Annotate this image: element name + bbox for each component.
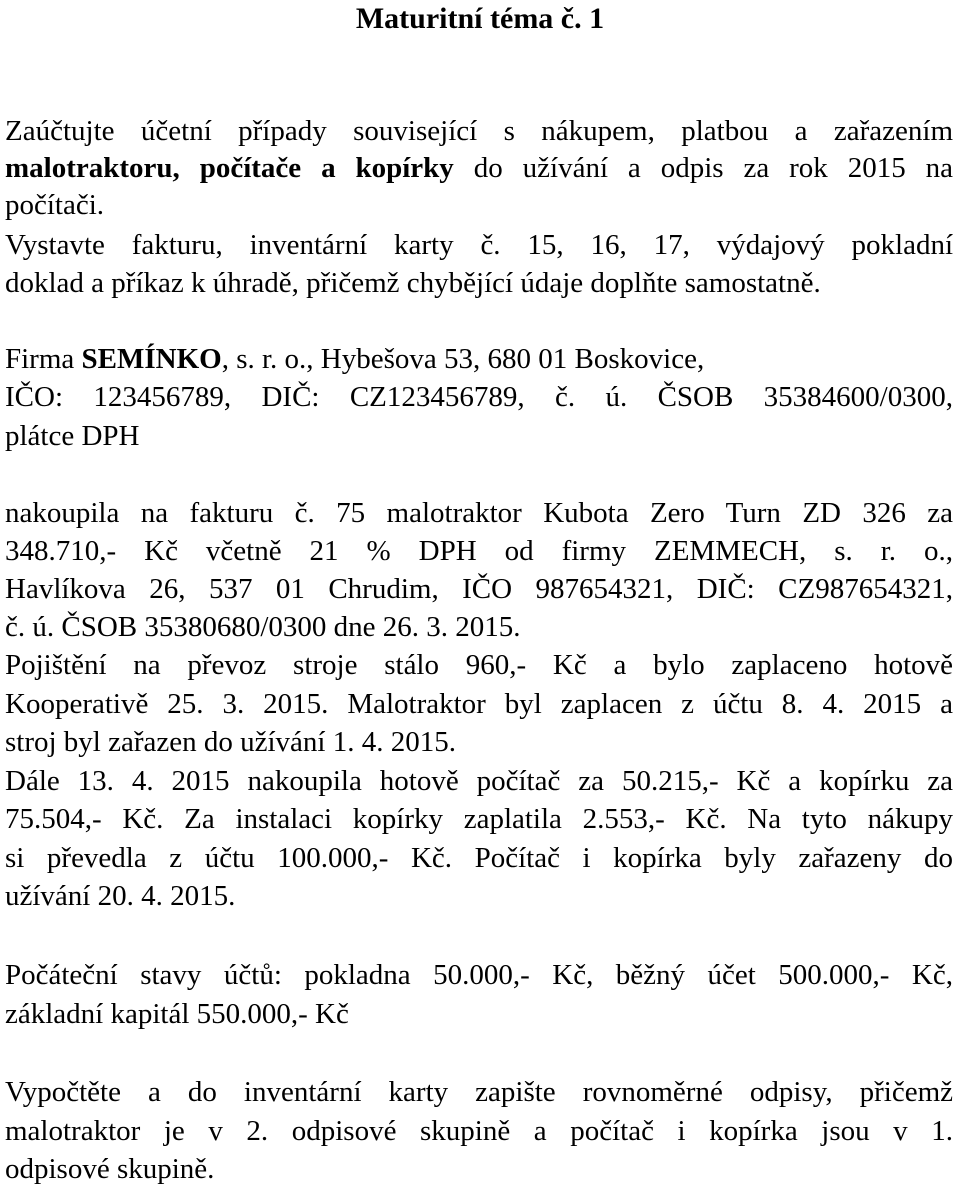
- task-line-3: počítači.: [5, 189, 105, 221]
- purchase-line-7: stroj byl zařazen do užívání 1. 4. 2015.: [5, 726, 456, 758]
- company-line-1: [5, 342, 704, 376]
- depreciation-line-2: malotraktor je v 2. odpisové skupině a počítač i kopírka jsou v 1.: [5, 1115, 953, 1147]
- task-line-4: Vystavte fakturu, inventární karty č. 15, 16, 17, výdajový pokladní: [5, 229, 953, 261]
- company-name: SEMÍNKO: [81, 343, 222, 375]
- balances-line-2: základní kapitál 550.000,- Kč: [5, 998, 349, 1030]
- purchase-line-11: užívání 20. 4. 2015.: [5, 880, 236, 912]
- task-line-2-rest: do užívání a odpis za rok 2015 na: [453, 152, 953, 184]
- task-line-1: Zaúčtujte účetní případy související s nákupem, platbou a zařazením: [5, 115, 953, 147]
- purchase-line-4: č. ú. ČSOB 35380680/0300 dne 26. 3. 2015.: [5, 611, 521, 643]
- company-line-2: IČO: 123456789, DIČ: CZ123456789, č. ú. ČSOB 35384600/0300,: [5, 381, 953, 413]
- purchase-line-8: Dále 13. 4. 2015 nakoupila hotově počítač za 50.215,- Kč a kopírku za: [5, 765, 953, 797]
- purchase-line-5: Pojištění na převoz stroje stálo 960,- Kč a bylo zaplaceno hotově: [5, 649, 953, 681]
- company-address: , s. r. o., Hybešova 53, 680 01 Boskovice,: [221, 343, 705, 375]
- purchase-line-1: nakoupila na fakturu č. 75 malotraktor Kubota Zero Turn ZD 326 za: [5, 497, 953, 529]
- purchase-line-10: si převedla z účtu 100.000,- Kč. Počítač i kopírka byly zařazeny do: [5, 842, 953, 874]
- company-line-3: plátce DPH: [5, 420, 140, 452]
- purchase-line-9: 75.504,- Kč. Za instalaci kopírky zaplatila 2.553,- Kč. Na tyto nákupy: [5, 803, 953, 835]
- purchase-line-6: Kooperativě 25. 3. 2015. Malotraktor byl zaplacen z účtu 8. 4. 2015 a: [5, 688, 953, 720]
- company-prefix: Firma: [5, 343, 82, 375]
- depreciation-line-3: odpisové skupině.: [5, 1153, 215, 1185]
- task-line-2: [5, 151, 953, 185]
- task-bold-items: malotraktoru, počítače a kopírky: [5, 152, 454, 184]
- purchase-line-3: Havlíkova 26, 537 01 Chrudim, IČO 987654321, DIČ: CZ987654321,: [5, 573, 953, 605]
- purchase-line-2: 348.710,- Kč včetně 21 % DPH od firmy ZEMMECH, s. r. o.,: [5, 535, 953, 567]
- balances-line-1: Počáteční stavy účtů: pokladna 50.000,- Kč, běžný účet 500.000,- Kč,: [5, 959, 953, 991]
- task-line-5: doklad a příkaz k úhradě, přičemž chybějící údaje doplňte samostatně.: [5, 267, 821, 299]
- document-title: Maturitní téma č. 1: [355, 2, 605, 35]
- depreciation-line-1: Vypočtěte a do inventární karty zapište rovnoměrné odpisy, přičemž: [5, 1076, 953, 1108]
